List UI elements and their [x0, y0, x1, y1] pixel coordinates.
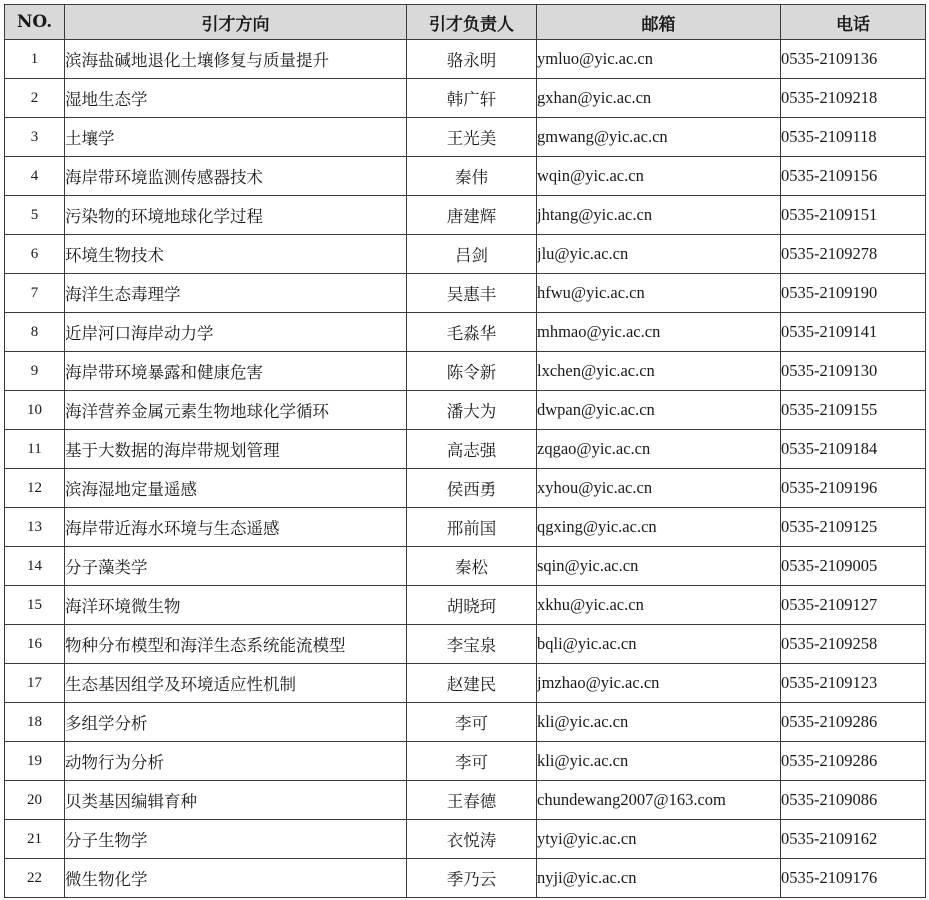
cell-phone: 0535-2109184: [781, 430, 926, 469]
cell-no: 12: [5, 469, 65, 508]
cell-phone: 0535-2109278: [781, 235, 926, 274]
cell-no: 11: [5, 430, 65, 469]
cell-direction: 环境生物技术: [65, 235, 407, 274]
table-row: [5, 40, 926, 79]
cell-leader: 胡晓珂: [407, 586, 537, 625]
table-row: [5, 391, 926, 430]
cell-phone: 0535-2109127: [781, 586, 926, 625]
cell-email: xkhu@yic.ac.cn: [537, 586, 781, 625]
cell-direction: 物种分布模型和海洋生态系统能流模型: [65, 625, 407, 664]
table-row: [5, 352, 926, 391]
cell-email: jmzhao@yic.ac.cn: [537, 664, 781, 703]
cell-leader: 吕剑: [407, 235, 537, 274]
cell-phone: 0535-2109123: [781, 664, 926, 703]
cell-phone: 0535-2109286: [781, 703, 926, 742]
cell-leader: 李可: [407, 703, 537, 742]
cell-leader: 王光美: [407, 118, 537, 157]
cell-email: mhmao@yic.ac.cn: [537, 313, 781, 352]
table-row: [5, 781, 926, 820]
cell-email: nyji@yic.ac.cn: [537, 859, 781, 898]
cell-email: ytyi@yic.ac.cn: [537, 820, 781, 859]
recruitment-table: [4, 4, 926, 898]
cell-leader: 王春德: [407, 781, 537, 820]
cell-email: jlu@yic.ac.cn: [537, 235, 781, 274]
cell-direction: 分子藻类学: [65, 547, 407, 586]
cell-email: wqin@yic.ac.cn: [537, 157, 781, 196]
cell-phone: 0535-2109286: [781, 742, 926, 781]
cell-leader: 衣悦涛: [407, 820, 537, 859]
cell-phone: 0535-2109118: [781, 118, 926, 157]
cell-leader: 李宝泉: [407, 625, 537, 664]
table-row: [5, 196, 926, 235]
cell-no: 10: [5, 391, 65, 430]
cell-email: lxchen@yic.ac.cn: [537, 352, 781, 391]
cell-no: 4: [5, 157, 65, 196]
cell-direction: 基于大数据的海岸带规划管理: [65, 430, 407, 469]
cell-phone: 0535-2109176: [781, 859, 926, 898]
cell-no: 14: [5, 547, 65, 586]
cell-leader: 赵建民: [407, 664, 537, 703]
cell-email: jhtang@yic.ac.cn: [537, 196, 781, 235]
table-row: [5, 586, 926, 625]
header-leader: 引才负责人: [407, 5, 537, 40]
table-row: [5, 118, 926, 157]
cell-phone: 0535-2109196: [781, 469, 926, 508]
header-row: [5, 5, 926, 40]
cell-no: 20: [5, 781, 65, 820]
cell-direction: 分子生物学: [65, 820, 407, 859]
cell-direction: 土壤学: [65, 118, 407, 157]
cell-no: 17: [5, 664, 65, 703]
cell-phone: 0535-2109162: [781, 820, 926, 859]
table-header: [5, 5, 926, 40]
cell-phone: 0535-2109258: [781, 625, 926, 664]
cell-email: bqli@yic.ac.cn: [537, 625, 781, 664]
cell-direction: 滨海盐碱地退化土壤修复与质量提升: [65, 40, 407, 79]
cell-leader: 唐建辉: [407, 196, 537, 235]
table-row: [5, 703, 926, 742]
cell-direction: 海洋营养金属元素生物地球化学循环: [65, 391, 407, 430]
cell-leader: 秦松: [407, 547, 537, 586]
table-row: [5, 859, 926, 898]
table-row: [5, 742, 926, 781]
header-direction: 引才方向: [65, 5, 407, 40]
cell-phone: 0535-2109136: [781, 40, 926, 79]
table-body: [5, 40, 926, 898]
cell-phone: 0535-2109190: [781, 274, 926, 313]
cell-no: 13: [5, 508, 65, 547]
cell-email: kli@yic.ac.cn: [537, 742, 781, 781]
table-row: [5, 664, 926, 703]
cell-direction: 生态基因组学及环境适应性机制: [65, 664, 407, 703]
cell-direction: 近岸河口海岸动力学: [65, 313, 407, 352]
cell-no: 2: [5, 79, 65, 118]
cell-no: 19: [5, 742, 65, 781]
cell-leader: 李可: [407, 742, 537, 781]
cell-email: hfwu@yic.ac.cn: [537, 274, 781, 313]
table-row: [5, 79, 926, 118]
table-row: [5, 313, 926, 352]
cell-leader: 邢前国: [407, 508, 537, 547]
cell-phone: 0535-2109151: [781, 196, 926, 235]
cell-direction: 污染物的环境地球化学过程: [65, 196, 407, 235]
cell-direction: 贝类基因编辑育种: [65, 781, 407, 820]
cell-direction: 海洋生态毒理学: [65, 274, 407, 313]
cell-phone: 0535-2109125: [781, 508, 926, 547]
cell-leader: 季乃云: [407, 859, 537, 898]
cell-leader: 潘大为: [407, 391, 537, 430]
cell-direction: 海洋环境微生物: [65, 586, 407, 625]
cell-leader: 秦伟: [407, 157, 537, 196]
cell-phone: 0535-2109141: [781, 313, 926, 352]
cell-no: 16: [5, 625, 65, 664]
table-row: [5, 469, 926, 508]
cell-direction: 多组学分析: [65, 703, 407, 742]
cell-phone: 0535-2109218: [781, 79, 926, 118]
cell-phone: 0535-2109156: [781, 157, 926, 196]
table-row: [5, 274, 926, 313]
cell-phone: 0535-2109130: [781, 352, 926, 391]
cell-phone: 0535-2109086: [781, 781, 926, 820]
cell-leader: 毛淼华: [407, 313, 537, 352]
cell-direction: 滨海湿地定量遥感: [65, 469, 407, 508]
cell-email: gmwang@yic.ac.cn: [537, 118, 781, 157]
cell-direction: 湿地生态学: [65, 79, 407, 118]
cell-email: dwpan@yic.ac.cn: [537, 391, 781, 430]
cell-no: 5: [5, 196, 65, 235]
cell-leader: 吴惠丰: [407, 274, 537, 313]
header-email: 邮箱: [537, 5, 781, 40]
header-phone: 电话: [781, 5, 926, 40]
cell-email: xyhou@yic.ac.cn: [537, 469, 781, 508]
cell-direction: 动物行为分析: [65, 742, 407, 781]
cell-phone: 0535-2109005: [781, 547, 926, 586]
table-row: [5, 430, 926, 469]
cell-email: sqin@yic.ac.cn: [537, 547, 781, 586]
cell-email: kli@yic.ac.cn: [537, 703, 781, 742]
table-row: [5, 820, 926, 859]
cell-direction: 微生物化学: [65, 859, 407, 898]
cell-no: 21: [5, 820, 65, 859]
cell-no: 1: [5, 40, 65, 79]
cell-leader: 骆永明: [407, 40, 537, 79]
cell-no: 15: [5, 586, 65, 625]
table-row: [5, 547, 926, 586]
table-row: [5, 157, 926, 196]
cell-email: qgxing@yic.ac.cn: [537, 508, 781, 547]
table-row: [5, 508, 926, 547]
cell-no: 7: [5, 274, 65, 313]
cell-direction: 海岸带近海水环境与生态遥感: [65, 508, 407, 547]
cell-direction: 海岸带环境监测传感器技术: [65, 157, 407, 196]
cell-no: 3: [5, 118, 65, 157]
cell-no: 22: [5, 859, 65, 898]
header-no: NO.: [5, 5, 65, 40]
cell-direction: 海岸带环境暴露和健康危害: [65, 352, 407, 391]
cell-leader: 高志强: [407, 430, 537, 469]
cell-phone: 0535-2109155: [781, 391, 926, 430]
cell-no: 8: [5, 313, 65, 352]
cell-email: chundewang2007@163.com: [537, 781, 781, 820]
cell-no: 6: [5, 235, 65, 274]
table-row: [5, 625, 926, 664]
cell-no: 18: [5, 703, 65, 742]
cell-leader: 韩广轩: [407, 79, 537, 118]
cell-email: zqgao@yic.ac.cn: [537, 430, 781, 469]
cell-no: 9: [5, 352, 65, 391]
cell-leader: 陈令新: [407, 352, 537, 391]
cell-leader: 侯西勇: [407, 469, 537, 508]
cell-email: gxhan@yic.ac.cn: [537, 79, 781, 118]
table-row: [5, 235, 926, 274]
cell-email: ymluo@yic.ac.cn: [537, 40, 781, 79]
